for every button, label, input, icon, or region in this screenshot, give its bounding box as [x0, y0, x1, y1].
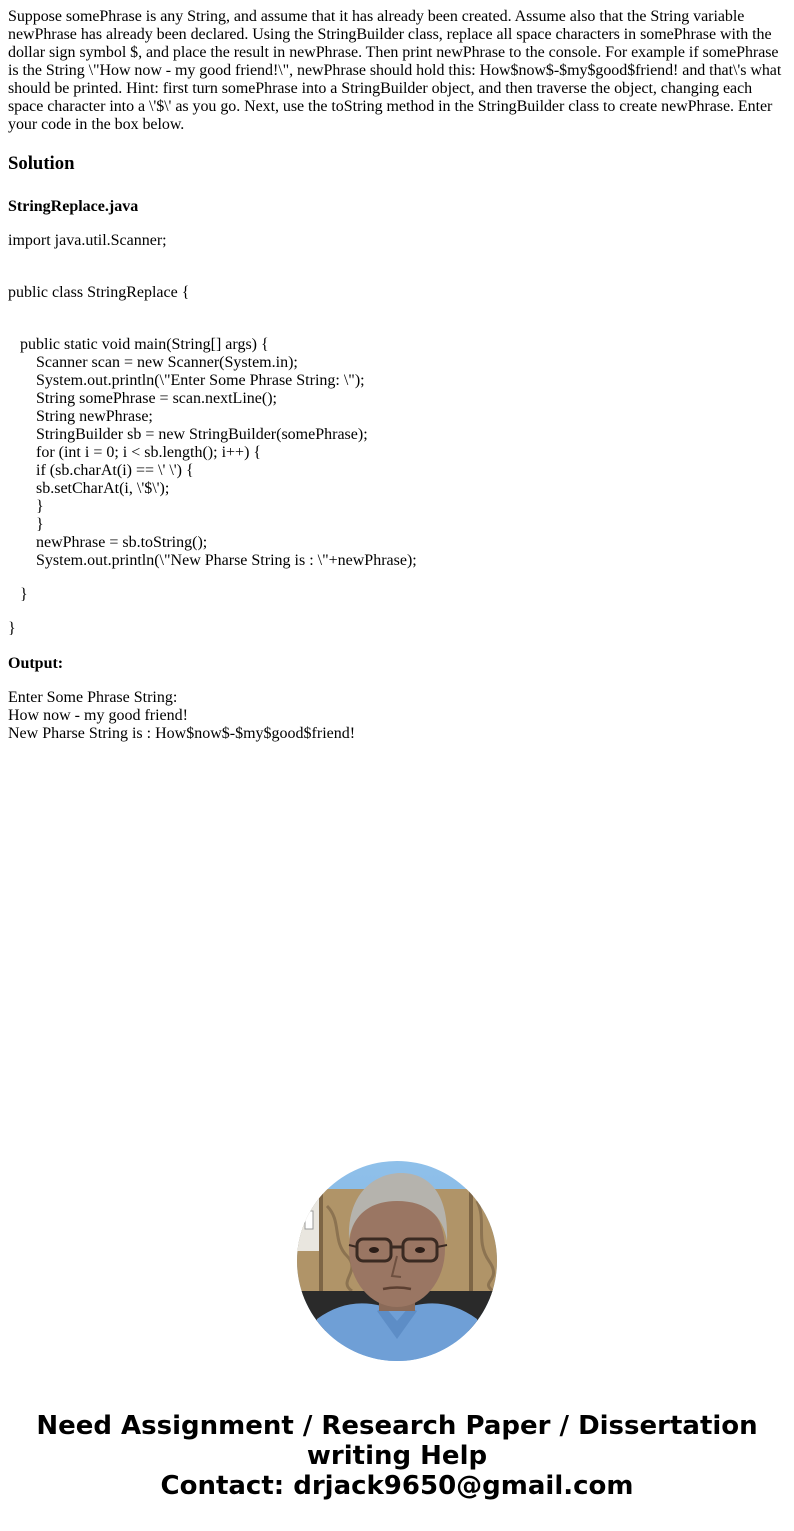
code-class-line: public class StringReplace { — [8, 284, 190, 301]
code-line: public static void main(String[] args) { — [8, 336, 269, 353]
output-line: New Pharse String is : How$now$-$my$good$friend! — [8, 725, 356, 742]
code-line: System.out.println(\"Enter Some Phrase String: \"); — [8, 372, 365, 389]
code-import-line: import java.util.Scanner; — [8, 232, 167, 249]
avatar — [297, 1161, 497, 1361]
code-line: for (int i = 0; i < sb.length(); i++) { — [8, 444, 262, 461]
person-photo-icon — [297, 1161, 497, 1361]
solution-heading: Solution — [8, 153, 75, 174]
page-content — [0, 8, 794, 743]
code-line: Scanner scan = new Scanner(System.in); — [8, 354, 298, 371]
question-text: Suppose somePhrase is any String, and assume that it has already been created. Assume also that the String variable newPhrase has already been declared. Using the StringBuilder class, replace all space characters in somePhrase with the dollar sign symbol $, and place the result in newPhrase. Then print newPhrase to the console. For example if somePhrase is the String \"How now - my good friend!\", newPhrase should hold this: How$now$-$my$good$friend! and that\'s what should be printed. Hint: first turn somePhrase into a StringBuilder object, and then traverse the object, changing each space character into a \'$\' as you go. Next, use the toString method in the StringBuilder class to create newPhrase. Enter your code in the box below. — [8, 8, 782, 133]
code-line: if (sb.charAt(i) == \' \') { — [8, 462, 194, 479]
code-close-class: } — [8, 620, 16, 637]
banner-line-1: Need Assignment / Research Paper / Dissertation — [36, 1411, 758, 1441]
banner-contact-line: Contact: drjack9650@gmail.com — [160, 1471, 634, 1501]
code-main-method — [8, 336, 786, 570]
output-console — [8, 689, 786, 743]
filename-heading: StringReplace.java — [8, 198, 139, 215]
code-line: newPhrase = sb.toString(); — [8, 534, 208, 551]
output-line: How now - my good friend! — [8, 707, 188, 724]
code-close-main: } — [8, 586, 28, 603]
output-line: Enter Some Phrase String: — [8, 689, 178, 706]
code-line: System.out.println(\"New Pharse String is : \"+newPhrase); — [8, 552, 417, 569]
code-line: } — [8, 498, 44, 515]
code-line: StringBuilder sb = new StringBuilder(somePhrase); — [8, 426, 368, 443]
code-line: String somePhrase = scan.nextLine(); — [8, 390, 277, 407]
banner-line-2: writing Help — [306, 1441, 488, 1471]
output-heading: Output: — [8, 655, 64, 672]
code-line: sb.setCharAt(i, \'$\'); — [8, 480, 170, 497]
code-line: } — [8, 516, 44, 533]
contact-banner — [0, 1411, 794, 1501]
code-line: String newPhrase; — [8, 408, 153, 425]
